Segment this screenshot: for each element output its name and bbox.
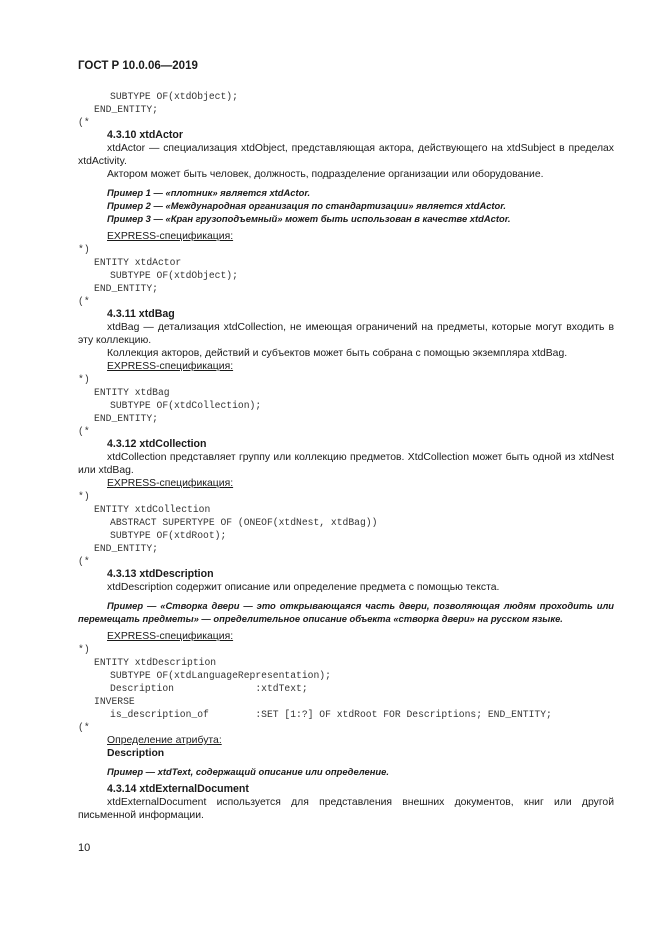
spec-label: EXPRESS-спецификация:: [107, 231, 234, 242]
code-line: (*: [78, 296, 90, 307]
code-line: END_ENTITY;: [94, 543, 158, 554]
page-content: [78, 90, 614, 822]
section-heading: 4.3.10 xtdActor: [107, 129, 183, 141]
code-line: ABSTRACT SUPERTYPE OF (ONEOF(xtdNest, xtdBag)): [110, 517, 378, 528]
example-text: Пример — xtdText, содержащий описание или определение.: [107, 766, 389, 777]
code-line: *): [78, 644, 90, 655]
spec-label: EXPRESS-спецификация:: [107, 361, 234, 372]
spec-label: EXPRESS-спецификация:: [107, 478, 234, 489]
code-line: *): [78, 491, 90, 502]
paragraph: xtdExternalDocument используется для представления внешних документов, книг или другой письменной информации.: [78, 797, 614, 821]
code-line: Description :xtdText;: [110, 683, 308, 694]
section-heading: 4.3.12 xtdCollection: [107, 438, 207, 450]
code-line: SUBTYPE OF(xtdObject);: [110, 91, 238, 102]
code-line: (*: [78, 426, 90, 437]
code-line: is_description_of :SET [1:?] OF xtdRoot FOR Descriptions; END_ENTITY;: [110, 709, 552, 720]
code-line: ENTITY xtdDescription: [94, 657, 217, 668]
code-line: *): [78, 244, 90, 255]
example-text: Пример 1 — «плотник» является xtdActor.: [107, 187, 311, 198]
example-text: Пример 2 — «Международная организация по стандартизации» является xtdActor.: [107, 200, 507, 211]
code-line: END_ENTITY;: [94, 413, 158, 424]
attribute-name: Description: [107, 748, 165, 759]
code-line: END_ENTITY;: [94, 283, 158, 294]
code-line: SUBTYPE OF(xtdObject);: [110, 270, 238, 281]
example-text: Пример 3 — «Кран грузоподъемный» может быть использован в качестве xtdActor.: [107, 213, 511, 224]
code-line: SUBTYPE OF(xtdLanguageRepresentation);: [110, 670, 331, 681]
paragraph: xtdDescription содержит описание или определение предмета с помощью текста.: [107, 582, 500, 593]
paragraph: Коллекция акторов, действий и субъектов может быть собрана с помощью экземпляра xtdBag.: [107, 348, 568, 359]
code-line: (*: [78, 556, 90, 567]
code-line: ENTITY xtdActor: [94, 257, 182, 268]
code-line: SUBTYPE OF(xtdRoot);: [110, 530, 227, 541]
code-line: ENTITY xtdCollection: [94, 504, 211, 515]
code-line: (*: [78, 722, 90, 733]
section-heading: 4.3.13 xtdDescription: [107, 568, 214, 580]
paragraph: xtdBag — детализация xtdCollection, не имеющая ограничений на предметы, которые могут входить в эту коллекцию.: [78, 322, 614, 346]
code-line: INVERSE: [94, 696, 135, 707]
code-line: (*: [78, 117, 90, 128]
spec-label: EXPRESS-спецификация:: [107, 631, 234, 642]
section-heading: 4.3.11 xtdBag: [107, 308, 175, 320]
attribute-label: Определение атрибута:: [107, 735, 222, 746]
code-line: SUBTYPE OF(xtdCollection);: [110, 400, 262, 411]
page-header: ГОСТ Р 10.0.06—2019: [78, 60, 198, 72]
code-line: *): [78, 374, 90, 385]
code-line: END_ENTITY;: [94, 104, 158, 115]
example-text: Пример — «Створка двери — это открывающаяся часть двери, позволяющая людям проходить или перемещать предметы» — определительное описание объекта «створка двери» на русском языке.: [78, 600, 614, 624]
page-number: 10: [78, 842, 91, 854]
paragraph: xtdCollection представляет группу или коллекцию предметов. XtdCollection может быть одной из xtdNest или xtdBag.: [78, 452, 614, 476]
code-line: ENTITY xtdBag: [94, 387, 170, 398]
paragraph: Актором может быть человек, должность, подразделение организации или оборудование.: [107, 169, 544, 180]
section-heading: 4.3.14 xtdExternalDocument: [107, 783, 249, 795]
paragraph: xtdActor — специализация xtdObject, представляющая актора, действующего на xtdSubject в пределах xtdActivity.: [78, 143, 614, 167]
